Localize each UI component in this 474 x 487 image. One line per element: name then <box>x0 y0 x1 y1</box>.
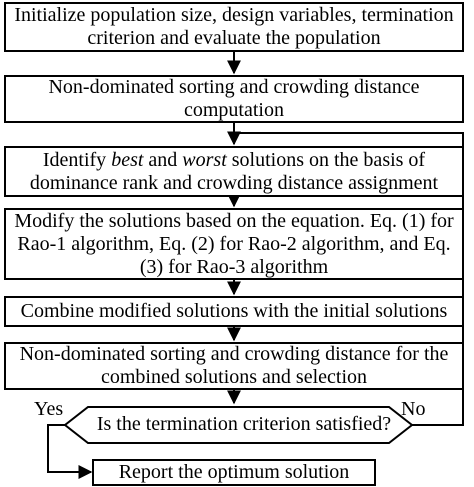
yes-label: Yes <box>34 398 64 420</box>
step-sort-combined-box <box>4 342 464 390</box>
step-identify-box <box>4 146 464 197</box>
step-initialize-text: Initialize population size, design variables, termination criterion and evaluate the population <box>14 4 454 49</box>
identify-best: best <box>111 148 144 171</box>
step-sorting-box <box>4 75 464 123</box>
identify-post: solutions on the basis of dominance rank and crowding distance assignment <box>29 148 439 194</box>
step-sorting-text: Non-dominated sorting and crowding distance computation <box>48 76 420 121</box>
decision-text: Is the termination criterion satisfied? <box>96 413 392 435</box>
identify-pre: Identify <box>42 148 112 171</box>
identify-mid: and <box>143 148 183 171</box>
step-combine-box <box>4 296 464 327</box>
identify-worst: worst <box>182 148 227 171</box>
step-modify-box <box>4 208 464 280</box>
step-report-text: Report the optimum solution <box>118 461 350 483</box>
step-report-box <box>92 459 376 486</box>
step-initialize-box <box>4 2 464 52</box>
step-modify-text: Modify the solutions based on the equation. Eq. (1) for Rao-1 algorithm, Eq. (2) for Rao-2 algorithm, and Eq. (3) for Rao-3 algorithm <box>14 209 454 278</box>
step-sort-combined-text: Non-dominated sorting and crowding distance for the combined solutions and selection <box>19 343 449 388</box>
step-identify-text <box>14 149 454 195</box>
step-combine-text: Combine modified solutions with the initial solutions <box>20 300 448 322</box>
no-label: No <box>401 398 426 420</box>
